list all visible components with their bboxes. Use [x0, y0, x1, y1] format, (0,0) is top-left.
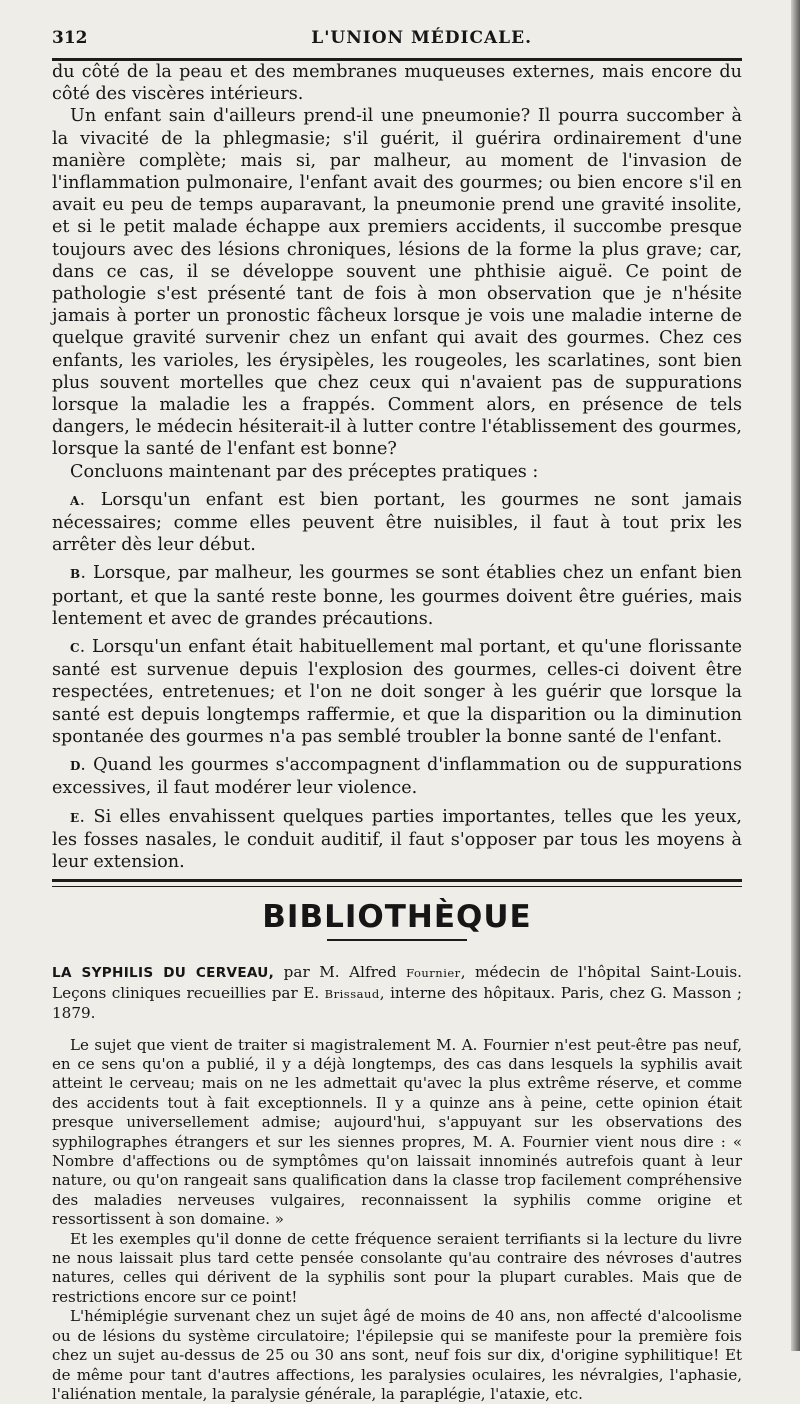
citation-text: , médecin de l'hôpital Saint-Louis. Leçons cliniques recueillies par E. [52, 963, 742, 1002]
section-divider [52, 879, 742, 887]
book-citation [52, 963, 742, 1024]
review-paragraph: Le sujet que vient de traiter si magistralement M. A. Fournier n'est peut-être pas neuf, en ce sens qu'on a publié, il y a déjà longtemps, des cas dans lesquels la syphilis avait atteint le cerveau; mais on ne les admettait qu'avec la plus extrême réserve, et comme des accidents tout à fait exceptionnels. Il y a quinze ans à peine, cette opinion était presque universellement admise; aujourd'hui, s'appuyant sur les observations des syphilographes étrangers et sur les siennes propres, M. A. Fournier vient nous dire : « Nombre d'affections ou de symptômes qu'on laissait innominés autrefois quant à leur nature, ou qu'on rangeait sans qualification dans la classe trop facilement compréhensive des maladies nerveuses vulgaires, reconnaissent la syphilis comme origine et ressortissent à son domaine. » [52, 1035, 742, 1229]
precept-text: Lorsque, par malheur, les gourmes se sont établies chez un enfant bien portant, et que la santé reste bonne, les gourmes doivent être guéries, mais lentement et avec de grandes précautions. [52, 563, 743, 629]
collaborator-name: Brissaud [324, 986, 380, 1001]
book-review [52, 1036, 742, 1404]
precept-letter: D. [70, 759, 87, 774]
precept-e [52, 806, 742, 874]
article-paragraph: du côté de la peau et des membranes muqueuses externes, mais encore du côté des viscères intérieurs. [52, 62, 742, 105]
precept-letter: B. [70, 567, 87, 582]
precept-c [52, 636, 742, 748]
review-paragraph: L'hémiplégie survenant chez un sujet âgé de moins de 40 ans, non affecté d'alcoolisme ou de lésions du système circulatoire; l'épilepsie qui se manifeste pour la première fois chez un sujet au-dessus de 25 ou 30 ans sont, neuf fois sur dix, d'origine syphilitique! Et de même pour tant d'autres affections, les paralysies oculaires, les névralgies, l'aphasie, l'aliénation mentale, la paralysie générale, la paraplégie, l'ataxie, etc. [52, 1307, 742, 1403]
section-title: BIBLIOTHÈQUE [262, 899, 532, 936]
precept-letter: A. [70, 493, 86, 508]
section-title-underline [327, 939, 467, 941]
citation-text: par M. Alfred [274, 963, 407, 982]
citation-text: , interne des hôpitaux. Paris, chez G. Masson ; 1879. [52, 983, 742, 1023]
journal-title: L'UNION MÉDICALE. [311, 28, 532, 48]
precept-text: Si elles envahissent quelques parties importantes, telles que les yeux, les fosses nasales, le conduit auditif, il faut s'opposer par tous les moyens à leur extension. [52, 806, 743, 872]
precept-a [52, 489, 742, 557]
precept-letter: E. [70, 810, 86, 825]
precept-letter: C. [70, 641, 86, 656]
article-body [52, 61, 742, 873]
precept-text: Quand les gourmes s'accompagnent d'inflammation ou de suppurations excessives, il faut modérer leur violence. [52, 755, 742, 799]
page-number: 312 [52, 28, 88, 48]
article-paragraph: Concluons maintenant par des préceptes pratiques : [70, 461, 539, 482]
precept-text: Lorsqu'un enfant est bien portant, les gourmes ne sont jamais nécessaires; comme elles peuvent être nuisibles, il faut à tout prix les arrêter dès leur début. [52, 489, 743, 556]
precept-d [52, 754, 742, 799]
running-header [52, 28, 742, 48]
article-paragraph: Un enfant sain d'ailleurs prend-il une pneumonie? Il pourra succomber à la vivacité de la phlegmasie; s'il guérit, il guérira ordinairement d'une manière complète; mais si, par malheur, au moment de l'invasion de l'inflammation pulmonaire, l'enfant avait des gourmes; ou bien encore s'il en avait eu peu de temps auparavant, la pneumonie prend une gravité insolite, et si le petit malade échappe aux premiers accidents, il succombe presque toujours avec des lésions chroniques, lésions de la forme la plus grave; car, dans ce cas, il se développe souvent une phthisie aiguë. Ce point de pathologie s'est présenté tant de fois à mon observation que je n'hésite jamais à porter un pronostic fâcheux lorsque je vois une maladie interne de quelque gravité survenir chez un enfant qui avait des gourmes. Chez ces enfants, les varioles, les érysipèles, les rougeoles, les scarlatines, sont bien plus souvent mortelles que chez ceux qui n'avaient pas de suppurations lorsque la maladie les a frappés. Comment alors, en présence de tels dangers, le médecin hésiterait-il à lutter contre l'établissement des gourmes, lorsque la santé de l'enfant est bonne? [52, 106, 742, 460]
author-name: Fournier [406, 966, 461, 981]
page-edge-shadow [791, 0, 800, 1351]
precept-text: Lorsqu'un enfant était habituellement mal portant, et qu'une florissante santé est survenue depuis l'explosion des gourmes, celles-ci doivent être respectées, entretenues; et l'on ne doit songer à les guérir que lorsque la santé est depuis longtemps raffermie, et que la disparition ou la diminution spontanée des gourmes n'a pas semblé troubler la bonne santé de l'enfant. [52, 637, 743, 747]
precept-b [52, 562, 742, 630]
book-title: LA SYPHILIS DU CERVEAU, [52, 965, 275, 982]
review-paragraph: Et les exemples qu'il donne de cette fréquence seraient terrifiants si la lecture du livre ne nous laissait plus tard cette pensée consolante qu'au contraire des névroses d'autres natures, celles qui dérivent de la syphilis sont pour la plupart curables. Mais que de restrictions encore sur ce point! [52, 1229, 742, 1306]
